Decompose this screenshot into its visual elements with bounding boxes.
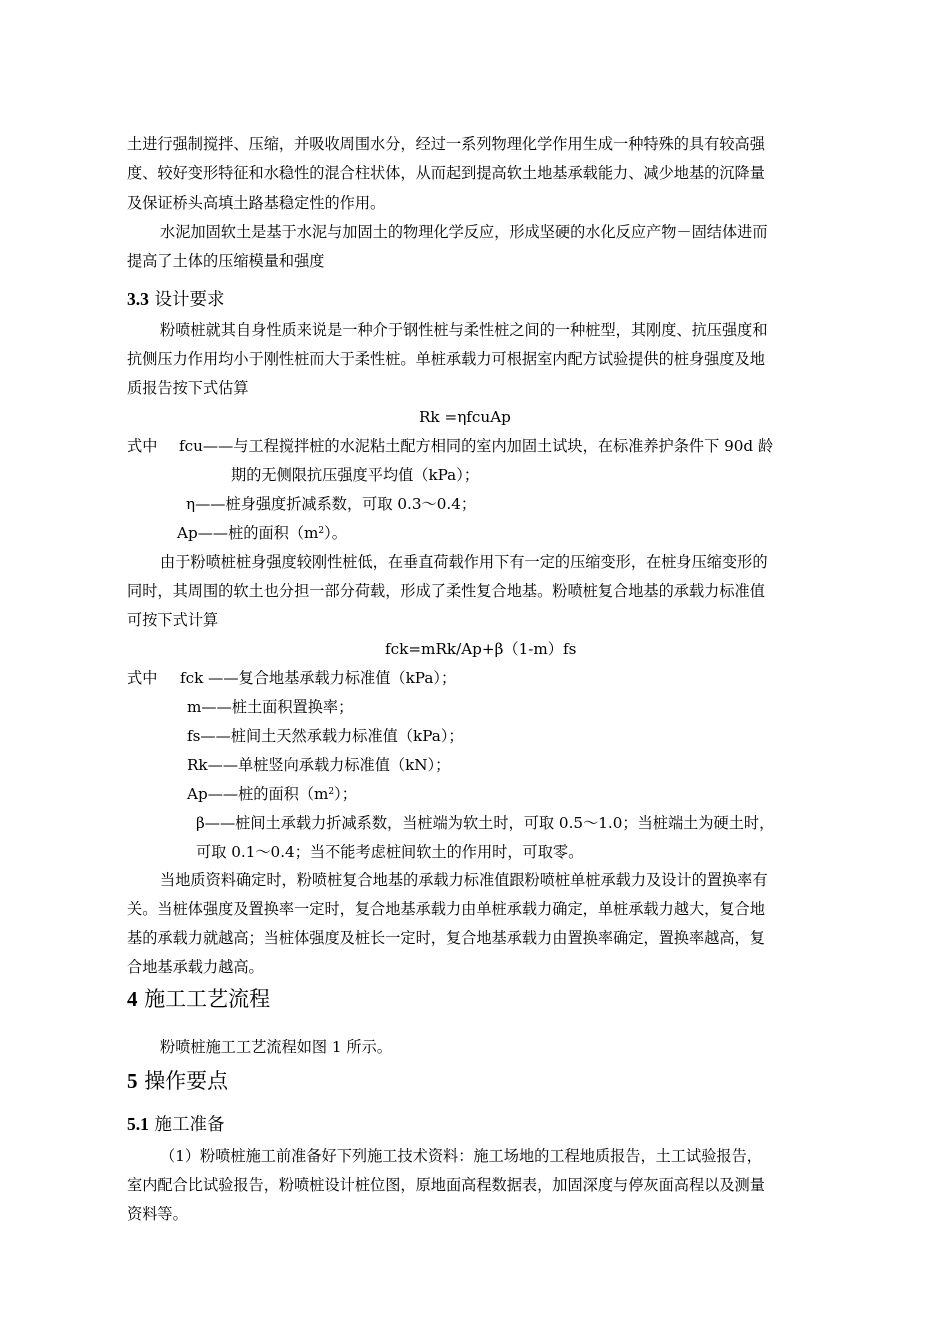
def-ap: Ap——桩的面积$(m^2)$。 (177, 524, 347, 542)
section-heading-5 (127, 1068, 228, 1094)
section-title: 施工准备 (154, 1115, 225, 1135)
section-title: 施工工艺流程 (144, 987, 271, 1011)
design-line-3: 质报告按下式估算 (127, 379, 249, 397)
def-m: m——桩土面积置换率； (187, 698, 354, 716)
def-eta: η——桩身强度折减系数，可取 0.3～0.4； (186, 495, 477, 513)
intro-line-3: 及保证桥头高填土路基稳定性的作用。 (127, 194, 386, 212)
relation-line-4: 合地基承载力越高。 (127, 958, 264, 976)
def-fck: fck ——复合地基承载力标准值（kPa）； (180, 669, 457, 687)
composite-line-2: 同时，其周围的软土也分担一部分荷载，形成了柔性复合地基。粉喷桩复合地基的承载力标准值 (127, 582, 765, 600)
intro-line-2: 度、较好变形特征和水稳性的混合柱状体，从而起到提高软土地基承载能力、减少地基的沉降量 (127, 164, 765, 182)
flow-paragraph: 粉喷桩施工工艺流程如图 1 所示。 (160, 1038, 392, 1056)
intro-line-1: 土进行强制搅拌、压缩，并吸收周围水分，经过一系列物理化学作用生成一种特殊的具有较高强 (127, 135, 765, 153)
def-beta-line-1: β——桩间土承载力折减系数，当桩端为软土时，可取 0.5～1.0；当桩端土为硬土时， (196, 814, 775, 832)
relation-line-1: 当地质资料确定时，粉喷桩复合地基的承载力标准值跟粉喷桩单桩承载力及设计的置换率有 (160, 871, 768, 889)
section-number: 5 (127, 1069, 138, 1093)
section-heading-3-3 (127, 289, 224, 310)
prep-line-2: 室内配合比试验报告，粉喷桩设计桩位图，原地面高程数据表，加固深度与停灰面高程以及测量 (127, 1176, 765, 1194)
cement-line-2: 提高了土体的压缩模量和强度 (127, 252, 325, 270)
def-fcu-line-1: fcu——与工程搅拌桩的水泥粘土配方相同的室内加固土试块，在标准养护条件下 90d 龄 (179, 437, 774, 455)
composite-line-3: 可按下式计算 (127, 611, 219, 629)
cement-line-1: 水泥加固软土是基于水泥与加固土的物理化学反应，形成坚硬的水化反应产物－固结体进而 (160, 223, 768, 241)
def-fcu-line-2: 期的无侧限抗压强度平均值（kPa）； (231, 466, 480, 484)
section-number: 5.1 (127, 1114, 149, 1134)
design-line-2: 抗侧压力作用均小于刚性桩而大于柔性桩。单桩承载力可根据室内配方试验提供的桩身强度及地 (127, 350, 765, 368)
prep-line-1: （1）粉喷桩施工前准备好下列施工技术资料：施工场地的工程地质报告，土工试验报告， (160, 1147, 762, 1165)
def-ap-2: Ap——桩的面积$(m^2)$； (187, 785, 357, 803)
section-heading-4 (127, 986, 270, 1012)
section-heading-5-1 (127, 1114, 224, 1135)
defs1-prefix: 式中 (127, 437, 158, 455)
defs2-prefix: 式中 (127, 669, 158, 687)
section-title: 操作要点 (144, 1069, 229, 1093)
formula-rk: Rk =ηfcuAp (419, 408, 511, 426)
def-rk: Rk——单桩竖向承载力标准值（kN）； (187, 756, 451, 774)
def-fs: fs——桩间土天然承载力标准值（kPa）； (187, 727, 464, 745)
section-number: 4 (127, 987, 138, 1011)
relation-line-2: 关。当桩体强度及置换率一定时，复合地基承载力由单桩承载力确定，单桩承载力越大，复合地 (127, 900, 765, 918)
design-line-1: 粉喷桩就其自身性质来说是一种介于钢性桩与柔性桩之间的一种桩型，其刚度、抗压强度和 (160, 321, 768, 339)
section-number: 3.3 (127, 289, 149, 309)
prep-line-3: 资料等。 (127, 1205, 188, 1223)
section-title: 设计要求 (154, 290, 225, 310)
relation-line-3: 基的承载力就越高；当桩体强度及桩长一定时，复合地基承载力由置换率确定，置换率越高，复 (127, 929, 765, 947)
formula-fck: fck=mRk/Ap+β（1-m）fs (385, 640, 577, 658)
def-beta-line-2: 可取 0.1～0.4；当不能考虑桩间软土的作用时，可取零。 (196, 843, 584, 861)
composite-line-1: 由于粉喷桩桩身强度较刚性桩低，在垂直荷载作用下有一定的压缩变形，在桩身压缩变形的 (160, 553, 768, 571)
